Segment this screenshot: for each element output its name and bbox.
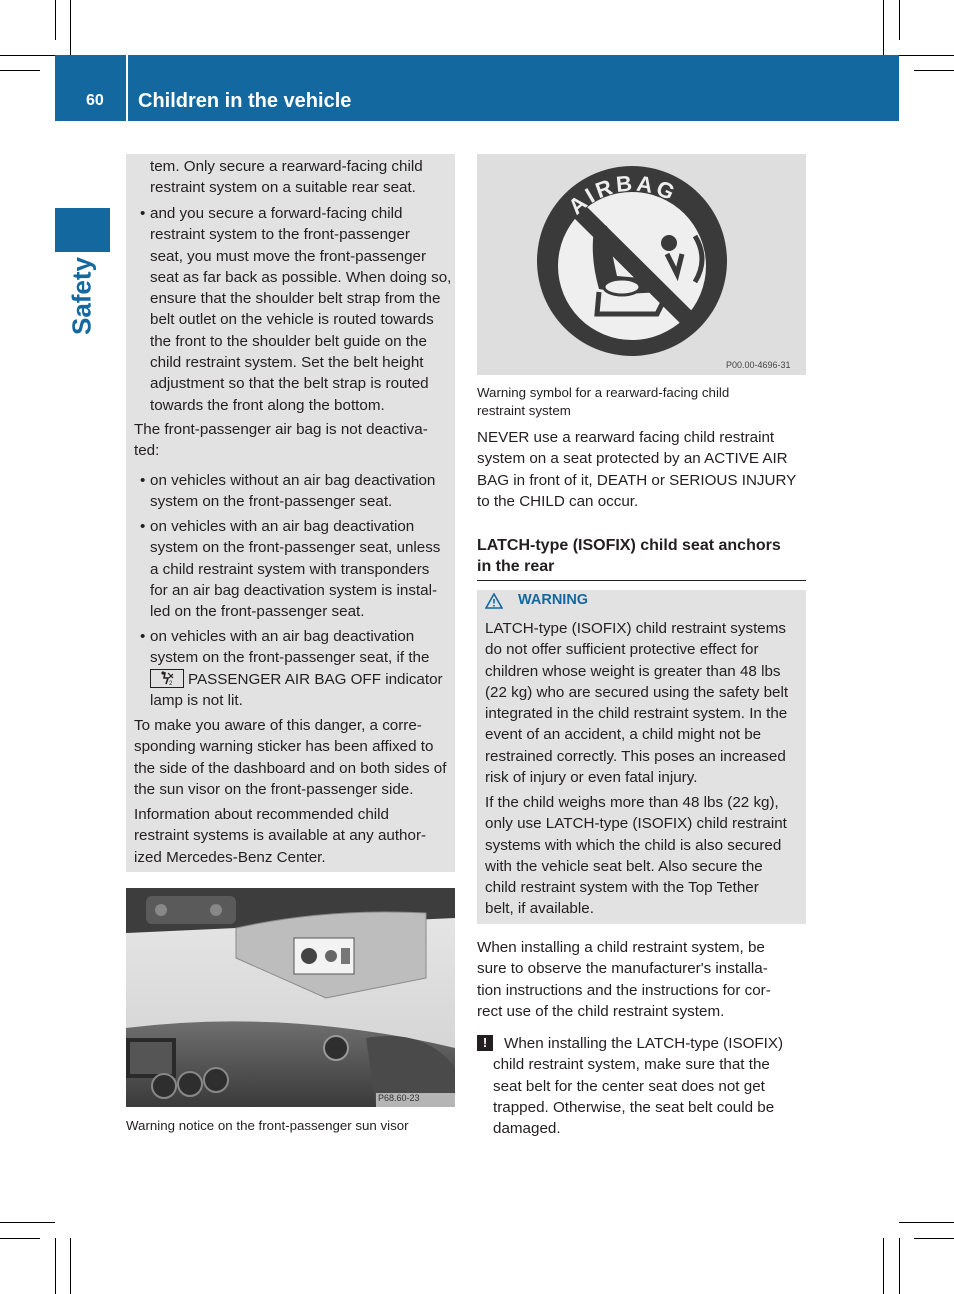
crop-mark	[70, 0, 71, 57]
page-header	[55, 55, 899, 121]
airbag-label: AIRBAG	[563, 170, 682, 220]
photo-reference-code: P00.00-4696-31	[726, 360, 791, 370]
svg-text:2: 2	[169, 680, 173, 687]
header-divider	[126, 55, 128, 121]
photo-reference-code: P68.60-23	[378, 1093, 420, 1103]
crop-mark	[55, 0, 56, 40]
photo-caption: Warning symbol for a rearward-facing child restraint system	[477, 385, 730, 418]
bullet-item: • on vehicles with an air bag deactivation system on the front-passenger seat, unless a child restraint system with transponders for an air bag deactivation system is instal- led on the front-passenger seat.	[140, 518, 441, 621]
page-number: 60	[86, 92, 104, 109]
paragraph: The front-passenger air bag is not deactiva- ted:	[134, 421, 428, 460]
sticker-warning-text: NEVER use a rearward facing child restraint system on a seat protected by an ACTIVE AIR BAG in front of it, DEATH or SERIOUS INJURY to the CHILD can occur.	[477, 429, 797, 510]
sun-visor-photo	[126, 888, 455, 1107]
continued-text: tem. Only secure a rearward-facing child restraint system on a suitable rear seat.	[150, 158, 423, 197]
heading-rule	[477, 580, 806, 581]
bullet-item: • and you secure a forward-facing child restraint system to the front-passenger seat, you must move the front-passenger seat as far back as possible. When doing so, ensure that the shoulder belt strap from the belt outlet on the vehicle is routed towards the front to the shoulder belt guide on the child restraint system. Set the belt height adjustment so that the belt strap is routed towards the front along the bottom.	[140, 205, 452, 414]
warning-label: WARNING	[518, 592, 589, 608]
crop-mark	[914, 70, 954, 71]
airbag-off-indicator-icon	[150, 669, 184, 688]
paragraph: Information about recommended child restraint systems is available at any author- ized Mercedes-Benz Center.	[134, 806, 427, 866]
note-paragraph: When installing the LATCH-type (ISOFIX) child restraint system, make sure that the seat belt for the center seat does not get trapped. Otherwise, the seat belt could be damaged.	[493, 1035, 784, 1138]
photo-caption: Warning notice on the front-passenger sun visor	[126, 1118, 409, 1133]
crop-mark	[55, 1238, 56, 1294]
crop-mark	[0, 70, 40, 71]
warning-paragraph: If the child weighs more than 48 lbs (22 kg), only use LATCH-type (ISOFIX) child restraint systems with which the child is also secured with the vehicle seat belt. Also secure the child restraint system with the Top Tether belt, if available.	[485, 794, 787, 918]
crop-mark	[899, 1238, 900, 1294]
section-heading: LATCH-type (ISOFIX) child seat anchors in the rear	[477, 537, 781, 576]
svg-text:AIRBAG	[563, 170, 681, 219]
crop-mark	[70, 1238, 71, 1294]
note-exclamation-icon: !	[477, 1035, 493, 1051]
crop-mark	[883, 0, 884, 57]
bullet-item: • on vehicles without an air bag deactivation system on the front-passenger seat.	[140, 472, 436, 511]
bullet-item: • on vehicles with an air bag deactivation system on the front-passenger seat, if the 2 PASSENGER AIR BAG OFF indicator lamp is not lit.	[140, 628, 443, 709]
warning-triangle-icon	[485, 593, 503, 614]
installation-paragraph: When installing a child restraint system, be sure to observe the manufacturer's installa- tion instructions and the instructions for cor- rect use of the child restraint system.	[477, 939, 771, 1020]
crop-mark	[0, 55, 55, 56]
side-section-label: Safety	[66, 256, 97, 336]
paragraph: To make you aware of this danger, a corre- sponding warning sticker has been affixed to the side of the dashboard and on both sides of the sun visor on the front-passenger side.	[134, 717, 447, 798]
airbag-warning-symbol	[477, 154, 806, 375]
crop-mark	[883, 1238, 884, 1294]
crop-mark	[0, 1222, 55, 1223]
crop-mark	[899, 55, 954, 56]
crop-mark	[899, 1222, 954, 1223]
page-title: Children in the vehicle	[138, 90, 352, 112]
crop-mark	[914, 1238, 954, 1239]
crop-mark	[0, 1238, 40, 1239]
section-tab	[55, 208, 110, 252]
warning-paragraph: LATCH-type (ISOFIX) child restraint systems do not offer sufficient protective effect for children whose weight is greater than 48 lbs (22 kg) who are secured using the safety belt integrated in the child restraint system. In the event of an accident, a child might not be restrained correctly. This poses an increased risk of injury or even fatal injury.	[485, 620, 789, 787]
crop-mark	[899, 0, 900, 40]
